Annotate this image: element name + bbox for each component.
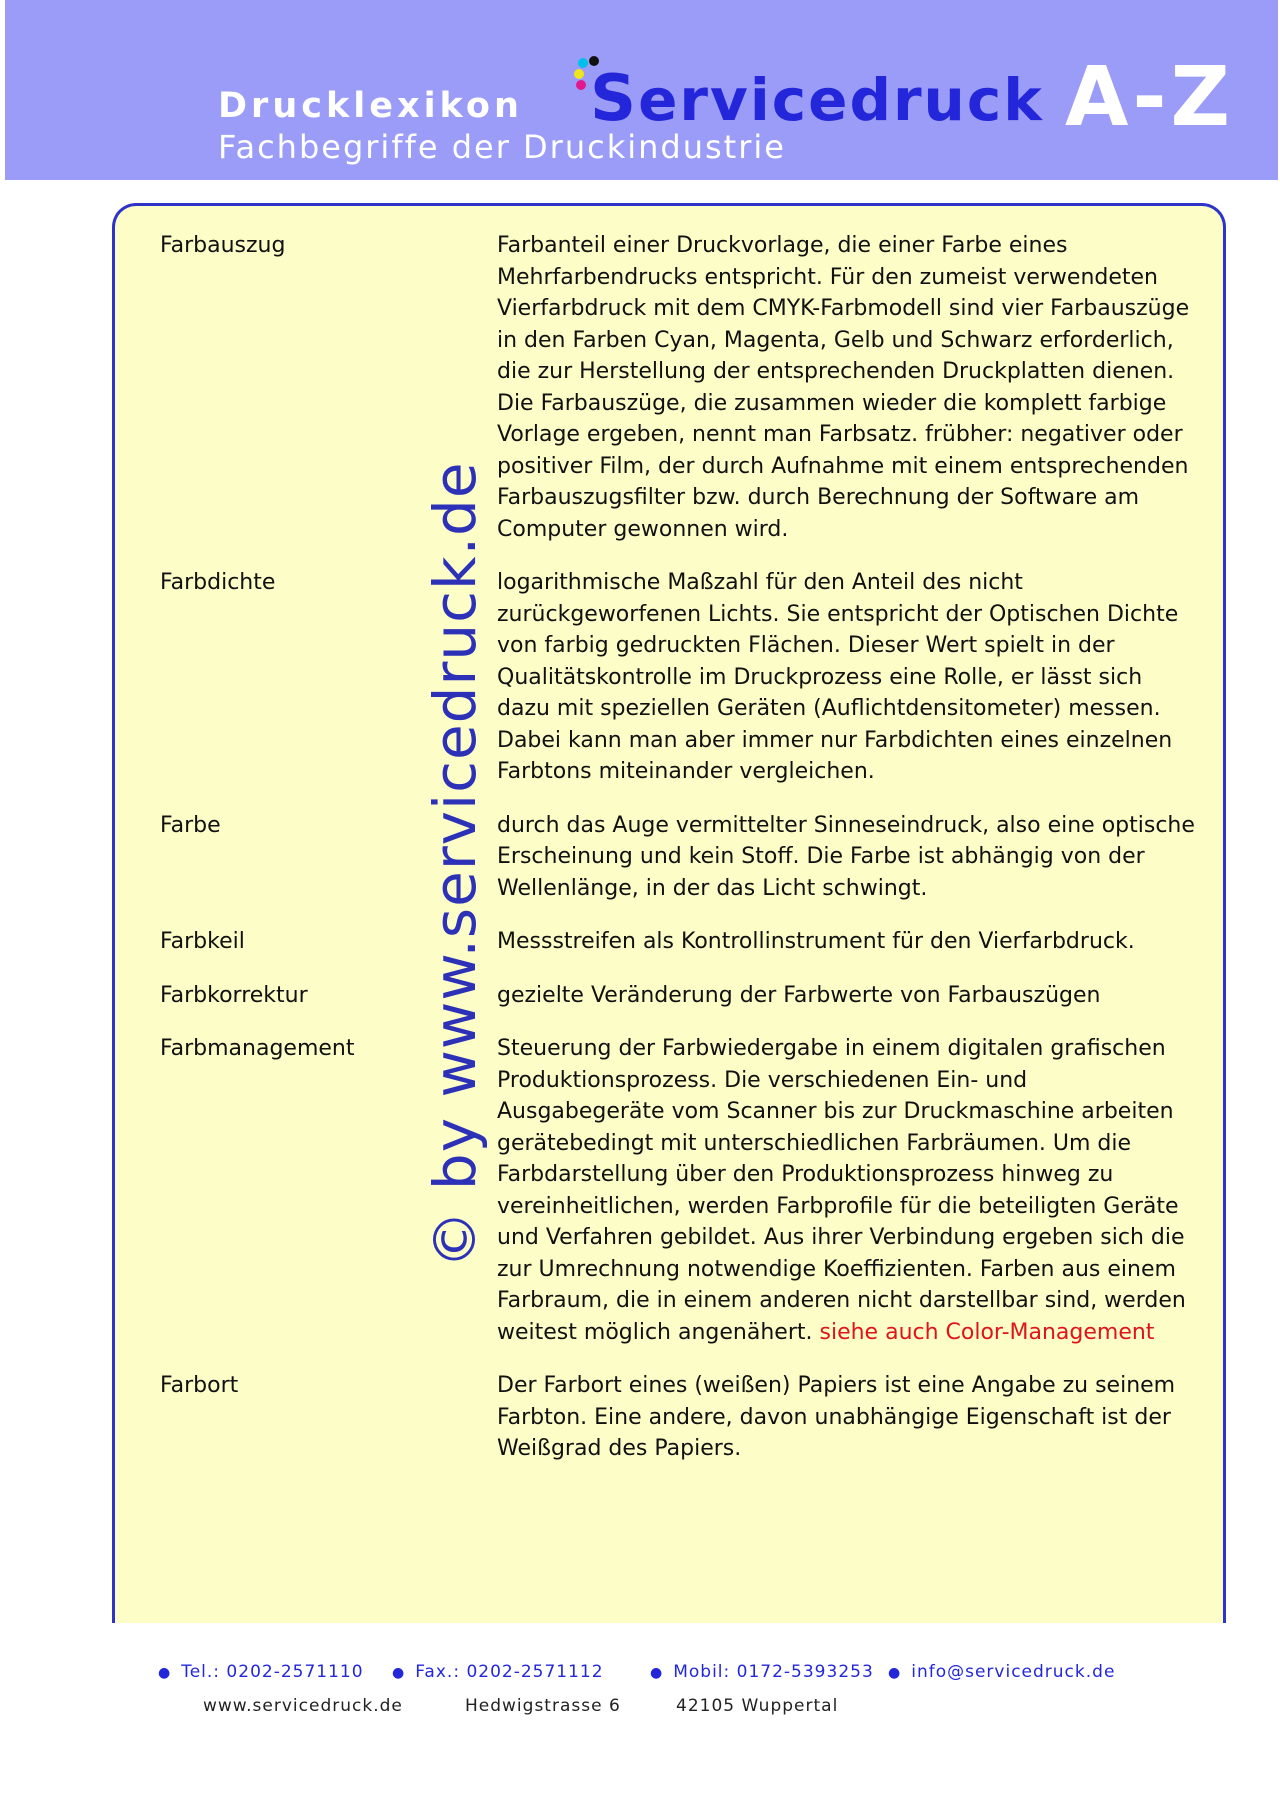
glossary-entry xyxy=(160,567,1190,788)
bullet-icon: ● xyxy=(650,1665,664,1681)
footer-city: 42105 Wuppertal xyxy=(676,1696,839,1716)
glossary-entry xyxy=(160,980,1190,1012)
glossary-entry xyxy=(160,926,1190,958)
glossary-entry xyxy=(160,810,1195,905)
glossary-term: Farbauszug xyxy=(160,233,286,258)
footer-street: Hedwigstrasse 6 xyxy=(465,1696,621,1716)
footer-tel xyxy=(158,1662,364,1682)
footer-email-link[interactable]: info@servicedruck.de xyxy=(911,1662,1116,1682)
glossary-term: Farbkeil xyxy=(160,929,245,954)
header-title: Drucklexikon xyxy=(218,86,523,126)
footer-mobil-text: Mobil: 0172-5393253 xyxy=(673,1662,874,1682)
glossary-list xyxy=(160,230,1195,1487)
glossary-definition-text: Steuerung der Farbwiedergabe in einem digitalen grafischen Produktionsprozess. Die verschiedenen Ein- und Ausgabegeräte vom Scanner bis zur Druckmaschine arbeiten gerätebedingt mit unterschiedlichen Farbräumen. Um die Farbdarstellung über den Produktionsprozess hinweg zu vereinheitlichen, werden Farbprofile für die beteiligten Geräte und Verfahren gebildet. Aus ihrer Verbindung ergeben sich die zur Umrechnung notwendige Koeffizienten. Farben aus einem Farbraum, die in einem anderen nicht darstellbar sind, werden weitest möglich angenähert. xyxy=(497,1036,1186,1345)
az-label: A-Z xyxy=(1065,50,1234,145)
footer-tel-text: Tel.: 0202-2571110 xyxy=(181,1662,364,1682)
bullet-icon: ● xyxy=(392,1665,406,1681)
brand-logo: Servicedruck xyxy=(590,62,1044,136)
glossary-term: Farbort xyxy=(160,1373,239,1398)
footer-fax xyxy=(392,1662,604,1682)
footer xyxy=(0,1650,1280,1750)
footer-website[interactable]: www.servicedruck.de xyxy=(203,1696,403,1716)
glossary-definition: durch das Auge vermittelter Sinneseindruck, also eine optische Erscheinung und kein Stoff. Die Farbe ist abhängig von der Wellenlänge, in der das Licht schwingt. xyxy=(497,812,1195,901)
glossary-term: Farbdichte xyxy=(160,570,276,595)
footer-mobil xyxy=(650,1662,874,1682)
glossary-entry xyxy=(160,1033,1190,1348)
glossary-term: Farbe xyxy=(160,812,221,838)
glossary-definition: Der Farbort eines (weißen) Papiers ist eine Angabe zu seinem Farbton. Eine andere, davon unabhängige Eigenschaft ist der Weißgrad des Papiers. xyxy=(497,1373,1176,1461)
copyright-watermark: © by www.servicedruck.de xyxy=(421,461,489,1269)
bullet-icon: ● xyxy=(888,1665,902,1681)
header-subtitle: Fachbegriffe der Druckindustrie xyxy=(218,128,786,166)
glossary-term: Farbkorrektur xyxy=(160,982,308,1008)
glossary-definition xyxy=(497,1033,1197,1348)
footer-fax-text: Fax.: 0202-2571112 xyxy=(415,1662,604,1682)
bullet-icon: ● xyxy=(158,1665,172,1681)
glossary-definition: Farbanteil einer Druckvorlage, die einer Farbe eines Mehrfarbendrucks entspricht. Für den zumeist verwendeten Vierfarbdruck mit dem CMYK-Farbmodell sind vier Farbauszüge in den Farben Cyan, Magenta, Gelb und Schwarz erforderlich, die zur Herstellung der entsprechenden Druckplatten dienen. Die Farbauszüge, die zusammen wieder die komplett farbige Vorlage ergeben, nennt man Farbsatz. frübher: negativer oder positiver Film, der durch Aufnahme mit einem entsprechenden Farbauszugsfilter bzw. durch Berechnung der Software am Computer gewonnen wird. xyxy=(497,233,1190,542)
glossary-definition: Messstreifen als Kontrollinstrument für den Vierfarbdruck. xyxy=(497,929,1135,954)
glossary-definition: gezielte Veränderung der Farbwerte von Farbauszügen xyxy=(497,982,1101,1008)
see-also-link[interactable]: siehe auch Color-Management xyxy=(819,1319,1155,1345)
glossary-entry xyxy=(160,1370,1190,1465)
glossary-term: Farbmanagement xyxy=(160,1036,355,1061)
footer-email xyxy=(888,1662,1115,1682)
glossary-entry xyxy=(160,230,1190,545)
glossary-definition: logarithmische Maßzahl für den Anteil des nicht zurückgeworfenen Lichts. Sie entspricht der Optischen Dichte von farbig gedruckten Flächen. Dieser Wert spielt in der Qualitätskontrolle im Druckprozess eine Rolle, er lässt sich dazu mit speziellen Geräten (Auflichtdensitometer) messen. Dabei kann man aber immer nur Farbdichten eines einzelnen Farbtons miteinander vergleichen. xyxy=(497,570,1179,784)
